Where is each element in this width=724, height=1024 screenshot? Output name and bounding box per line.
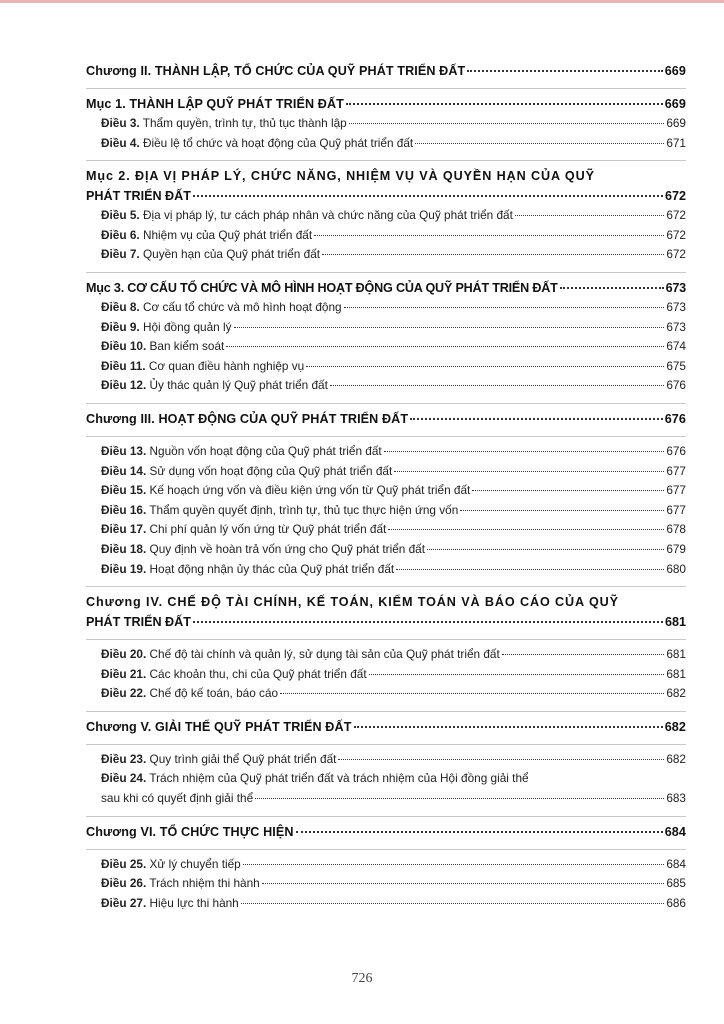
- leader-dots: [306, 366, 664, 367]
- leader-dots: [394, 471, 664, 472]
- article-title: Hoạt động nhận ủy thác của Quỹ phát triển đất: [149, 561, 395, 576]
- toc-item-dieu-3[interactable]: [86, 114, 686, 134]
- article-number: Điều 22.: [101, 686, 147, 701]
- leader-dots: [314, 235, 664, 236]
- page-ref: 673: [666, 319, 686, 334]
- page-ref: 673: [666, 299, 686, 314]
- toc-heading-muc-2[interactable]: [86, 166, 686, 206]
- toc-item-dieu-12[interactable]: [86, 376, 686, 396]
- leader-dots: [280, 693, 664, 694]
- article-number: Điều 19.: [101, 561, 147, 576]
- page-ref: 676: [666, 443, 686, 458]
- toc-item-dieu-5[interactable]: [86, 206, 686, 226]
- article-title: Nhiệm vụ của Quỹ phát triển đất: [142, 227, 313, 242]
- article-title: Ban kiểm soát: [149, 339, 225, 354]
- leader-dots: [241, 903, 665, 904]
- page-ref: 672: [666, 208, 686, 223]
- toc-item-dieu-14[interactable]: [86, 462, 686, 482]
- leader-dots: [234, 327, 665, 328]
- article-number: Điều 10.: [101, 339, 147, 354]
- article-number: Điều 25.: [101, 856, 147, 871]
- toc-item-dieu-21[interactable]: [86, 665, 686, 685]
- article-title: Nguồn vốn hoạt động của Quỹ phát triển đất: [149, 443, 382, 458]
- section-divider: [86, 711, 686, 712]
- toc-item-dieu-7[interactable]: [86, 245, 686, 265]
- toc-item-dieu-27[interactable]: [86, 894, 686, 914]
- page-ref: 673: [665, 280, 686, 295]
- toc-item-dieu-22[interactable]: [86, 684, 686, 704]
- toc-heading-chuong-2[interactable]: [86, 61, 686, 81]
- leader-dots: [460, 510, 664, 511]
- page-ref: 669: [664, 64, 686, 78]
- article-title-line2: sau khi có quyết định giải thể: [101, 791, 254, 806]
- page-ref: 669: [666, 116, 686, 130]
- page-ref: 672: [666, 227, 686, 242]
- page-ref: 684: [666, 856, 686, 871]
- section-divider: [86, 639, 686, 640]
- heading-label: Chương II. THÀNH LẬP, TỔ CHỨC CỦA QUỸ PHÁT TRIỂN ĐẤT: [86, 64, 466, 78]
- article-number: Điều 11.: [101, 358, 146, 373]
- article-title-line1: Trách nhiệm của Quỹ phát triển đất và trách nhiệm của Hội đồng giải thể: [149, 771, 529, 786]
- toc-heading-muc-3[interactable]: [86, 278, 686, 298]
- toc-item-dieu-18[interactable]: [86, 540, 686, 560]
- section-divider: [86, 403, 686, 404]
- heading-label: Mục 1. THÀNH LẬP QUỸ PHÁT TRIỂN ĐẤT: [86, 97, 344, 111]
- page-ref: 679: [666, 541, 686, 556]
- toc-heading-chuong-6[interactable]: [86, 822, 686, 842]
- leader-dots: [330, 385, 664, 386]
- article-title: Hiệu lực thi hành: [149, 895, 239, 910]
- leader-dots: [354, 726, 663, 728]
- leader-dots: [338, 759, 664, 760]
- article-number: Điều 4.: [101, 135, 140, 150]
- article-number: Điều 27.: [101, 895, 147, 910]
- leader-dots: [193, 195, 663, 197]
- article-title: Địa vị pháp lý, tư cách pháp nhân và chức năng của Quỹ phát triển đất: [142, 208, 513, 223]
- article-number: Điều 17.: [101, 522, 147, 537]
- toc-item-dieu-4[interactable]: [86, 134, 686, 154]
- leader-dots: [193, 621, 663, 623]
- section-divider: [86, 272, 686, 273]
- toc-item-dieu-16[interactable]: [86, 501, 686, 521]
- leader-dots: [346, 103, 663, 105]
- article-title: Cơ cấu tổ chức và mô hình hoạt động: [142, 299, 342, 314]
- page-ref: 677: [666, 483, 686, 498]
- toc-heading-chuong-3[interactable]: [86, 409, 686, 429]
- article-title: Cơ quan điều hành nghiệp vụ: [148, 358, 305, 373]
- leader-dots: [467, 70, 662, 72]
- toc-item-dieu-6[interactable]: [86, 226, 686, 246]
- article-number: Điều 12.: [101, 378, 147, 393]
- leader-dots: [255, 798, 664, 799]
- leader-dots: [243, 864, 665, 865]
- page-ref: 677: [666, 502, 686, 517]
- page-ref: 671: [666, 135, 686, 150]
- page-ref: 683: [666, 791, 686, 806]
- toc-item-dieu-19[interactable]: [86, 560, 686, 580]
- page-ref: 677: [666, 463, 686, 478]
- article-title: Hội đồng quản lý: [142, 319, 232, 334]
- article-title: Quy trình giải thể Quỹ phát triển đất: [149, 751, 337, 766]
- leader-dots: [515, 215, 664, 216]
- leader-dots: [369, 674, 665, 675]
- article-number: Điều 9.: [101, 319, 140, 334]
- heading-label: Chương VI. TỔ CHỨC THỰC HIỆN: [86, 824, 294, 839]
- page-ref: 678: [666, 522, 686, 537]
- toc-item-dieu-13[interactable]: [86, 442, 686, 462]
- toc-item-dieu-8[interactable]: [86, 298, 686, 318]
- page-ref: 676: [666, 378, 686, 393]
- toc-item-dieu-24[interactable]: [86, 769, 686, 808]
- toc-item-dieu-20[interactable]: [86, 645, 686, 665]
- article-number: Điều 23.: [101, 751, 147, 766]
- article-title: Thẩm quyền, trình tự, thủ tục thành lập: [142, 116, 347, 130]
- toc-item-dieu-17[interactable]: [86, 520, 686, 540]
- article-number: Điều 26.: [101, 876, 147, 891]
- article-title: Chi phí quản lý vốn ứng từ Quỹ phát triển đất: [149, 522, 387, 537]
- page-ref: 674: [666, 339, 686, 354]
- article-title: Quy định về hoàn trả vốn ứng cho Quỹ phát triển đất: [149, 541, 425, 556]
- article-number: Điều 21.: [101, 666, 147, 681]
- page-ref: 676: [664, 411, 686, 426]
- section-divider: [86, 436, 686, 437]
- article-number: Điều 20.: [101, 647, 147, 662]
- article-title: Sử dụng vốn hoạt động của Quỹ phát triển đất: [149, 463, 393, 478]
- article-title: Chế độ tài chính và quản lý, sử dụng tài sản của Quỹ phát triển đất: [149, 647, 500, 662]
- article-title: Kế hoạch ứng vốn và điều kiện ứng vốn từ Quỹ phát triển đất: [149, 483, 471, 498]
- page-number: 726: [351, 971, 373, 986]
- heading-label-line2: PHÁT TRIỂN ĐẤT: [86, 615, 191, 630]
- section-divider: [86, 816, 686, 817]
- toc-item-dieu-26[interactable]: [86, 874, 686, 894]
- page-ref: 685: [666, 876, 686, 891]
- heading-label: Mục 3. CƠ CẤU TỔ CHỨC VÀ MÔ HÌNH HOẠT ĐỘNG CỦA QUỸ PHÁT TRIỂN ĐẤT: [86, 280, 558, 295]
- section-divider: [86, 88, 686, 89]
- leader-dots: [396, 569, 664, 570]
- article-title: Thẩm quyền quyết định, trình tự, thủ tục thực hiện ứng vốn: [149, 502, 459, 517]
- article-number: Điều 14.: [101, 463, 147, 478]
- leader-dots: [427, 549, 664, 550]
- section-divider: [86, 160, 686, 161]
- article-title: Quyền hạn của Quỹ phát triển đất: [142, 247, 321, 262]
- article-number: Điều 3.: [101, 116, 140, 130]
- toc-item-dieu-10[interactable]: [86, 337, 686, 357]
- leader-dots: [388, 529, 664, 530]
- page-ref: 680: [666, 561, 686, 576]
- article-title: Điều lệ tổ chức và hoạt động của Quỹ phát triển đất: [142, 135, 414, 150]
- toc-heading-chuong-5[interactable]: [86, 717, 686, 737]
- article-title: Các khoản thu, chi của Quỹ phát triển đất: [149, 666, 367, 681]
- leader-dots: [344, 307, 665, 308]
- heading-label: Chương III. HOẠT ĐỘNG CỦA QUỸ PHÁT TRIỂN ĐẤT: [86, 411, 409, 426]
- leader-dots: [262, 883, 665, 884]
- article-number: Điều 24.: [101, 771, 147, 786]
- article-number: Điều 15.: [101, 483, 147, 498]
- page-ref: 682: [666, 686, 686, 701]
- page-ref: 672: [664, 189, 686, 204]
- toc-item-dieu-15[interactable]: [86, 481, 686, 501]
- page-ref: 686: [666, 895, 686, 910]
- section-divider: [86, 744, 686, 745]
- leader-dots: [296, 831, 663, 833]
- leader-dots: [322, 254, 664, 255]
- article-number: Điều 7.: [101, 247, 140, 262]
- toc-heading-muc-1[interactable]: [86, 94, 686, 114]
- page-ref: 682: [666, 751, 686, 766]
- page-ref: 681: [664, 615, 686, 630]
- leader-dots: [502, 654, 665, 655]
- leader-dots: [415, 143, 664, 144]
- article-number: Điều 5.: [101, 208, 140, 223]
- page-ref: 681: [666, 666, 686, 681]
- toc-item-dieu-9[interactable]: [86, 318, 686, 338]
- article-title: Trách nhiệm thi hành: [149, 876, 260, 891]
- toc-item-dieu-25[interactable]: [86, 855, 686, 875]
- page-ref: 684: [664, 824, 686, 839]
- article-number: Điều 8.: [101, 299, 140, 314]
- heading-label-line1: Chương IV. CHẾ ĐỘ TÀI CHÍNH, KẾ TOÁN, KIỂM TOÁN VÀ BÁO CÁO CỦA QUỸ: [86, 595, 619, 610]
- page-ref: 675: [666, 358, 686, 373]
- leader-dots: [226, 346, 664, 347]
- heading-label: Chương V. GIẢI THỂ QUỸ PHÁT TRIỂN ĐẤT: [86, 719, 352, 734]
- article-title: Chế độ kế toán, báo cáo: [149, 686, 279, 701]
- article-number: Điều 13.: [101, 443, 147, 458]
- table-of-contents: [86, 61, 686, 913]
- article-number: Điều 16.: [101, 502, 147, 517]
- leader-dots: [410, 418, 663, 420]
- section-divider: [86, 586, 686, 587]
- heading-label-line2: PHÁT TRIỂN ĐẤT: [86, 189, 191, 204]
- article-title: Xử lý chuyển tiếp: [149, 856, 241, 871]
- heading-label-line1: Mục 2. ĐỊA VỊ PHÁP LÝ, CHỨC NĂNG, NHIỆM VỤ VÀ QUYỀN HẠN CỦA QUỸ: [86, 169, 595, 184]
- page-ref: 669: [664, 97, 686, 111]
- article-title: Ủy thác quản lý Quỹ phát triển đất: [149, 378, 328, 393]
- leader-dots: [384, 451, 665, 452]
- leader-dots: [349, 123, 665, 124]
- page-ref: 682: [664, 719, 686, 734]
- toc-item-dieu-11[interactable]: [86, 357, 686, 377]
- leader-dots: [472, 490, 664, 491]
- toc-item-dieu-23[interactable]: [86, 750, 686, 770]
- page-ref: 672: [666, 247, 686, 262]
- toc-heading-chuong-4[interactable]: [86, 592, 686, 632]
- leader-dots: [560, 287, 664, 289]
- article-number: Điều 6.: [101, 227, 140, 242]
- article-number: Điều 18.: [101, 541, 147, 556]
- section-divider: [86, 849, 686, 850]
- page-ref: 681: [666, 647, 686, 662]
- top-edge: [0, 0, 724, 3]
